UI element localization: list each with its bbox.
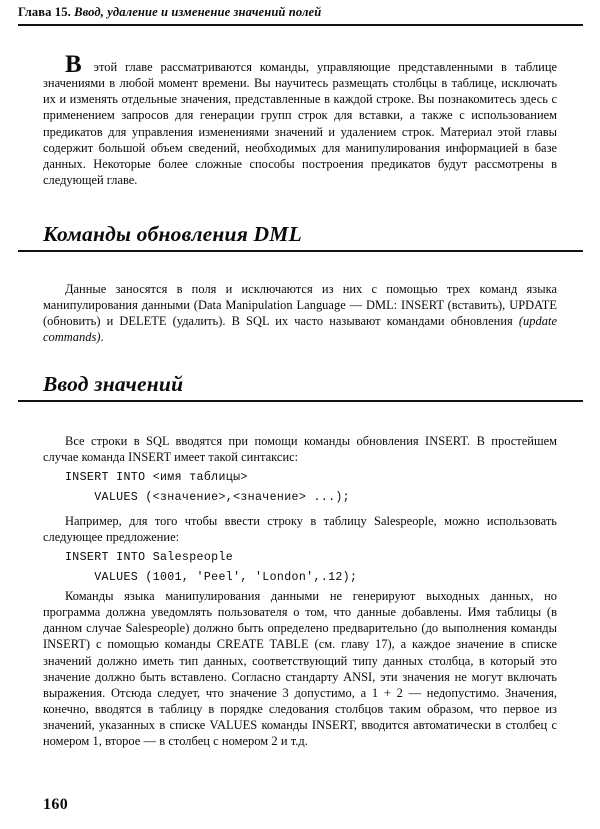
paragraph-dml-part2: . bbox=[100, 330, 104, 345]
section-title: Ввод значений bbox=[43, 372, 184, 396]
paragraph-insert-example-block bbox=[43, 513, 557, 545]
drop-cap-letter: В bbox=[65, 51, 82, 78]
page-number: 160 bbox=[43, 796, 69, 813]
section-title: Команды обновления DML bbox=[43, 222, 302, 246]
intro-paragraph-text: этой главе рассматриваются команды, управляющие представленными в таблице значениями в любой момент времени. Вы научитесь размещать столбцы в таблице, исключать их и изменять отдельные значения, представленные в каждой строке. Вы познакомитесь здесь с применением запросов для генерации групп строк для вставки, а также с использованием предикатов для управления изменениями значений и удалением строк. Материал этой главы содержит большой объем сведений, необходимых для манипулирования информацией в базе данных. Некоторые более сложные способы построения предикатов будут рассмотрены в следующей главе. bbox=[43, 60, 557, 188]
paragraph-dml-italic: (update commands) bbox=[43, 314, 557, 345]
paragraph-dml-commands bbox=[43, 281, 557, 346]
section-dml-body bbox=[43, 281, 557, 346]
code-line-insert-into-generic: INSERT INTO <имя таблицы> bbox=[65, 471, 248, 484]
code-line-insert-into-salespeople: INSERT INTO Salespeople bbox=[65, 551, 234, 564]
code-line-values-generic: VALUES (<значение>,<значение> ...); bbox=[65, 490, 350, 504]
section-heading-insert-values bbox=[43, 372, 583, 397]
section-rule bbox=[18, 250, 583, 252]
code-block-insert-syntax bbox=[65, 468, 557, 507]
paragraph-dml-notes: Команды языка манипулирования данными не генерируют выходных данных, но программа должна уведомлять пользователя о том, что данные добавлены. Имя таблицы (в данном случае Salespeople) должно быть определено предварительно (до выполнения команды INSERT) с помощью команды CREATE TABLE (см. главу 17), а каждое значение в списке значений должно иметь тип данных, соответствующий типу данных столбца, в который это значение должно быть вставлено. Согласно стандарту ANSI, эти значения не могут включать выражения. Отсюда следует, что значение 3 допустимо, а 1 + 2 — недопустимо. Значения, конечно, вводятся в таблицу в порядке следования столбцов таким образом, что первое из значений, указанных в списке VALUES команды INSERT, вводится автоматически в столбец с номером 1, второе — в столбец с номером 2 и т.д. bbox=[43, 589, 557, 749]
section-heading-dml bbox=[43, 222, 583, 247]
running-head bbox=[18, 5, 583, 20]
paragraph-insert-example: Например, для того чтобы ввести строку в таблицу Salespeople, можно использовать следующее предложение: bbox=[43, 514, 557, 545]
intro-paragraph-block bbox=[43, 51, 557, 188]
code-line-values-salespeople: VALUES (1001, 'Peel', 'London',.12); bbox=[65, 570, 358, 584]
paragraph-dml-notes-block bbox=[43, 588, 557, 750]
code-block-insert-example bbox=[65, 548, 557, 587]
paragraph-dml-part1: Данные заносятся в поля и исключаются из них с помощью трех команд языка манипулирования данными (Data Manipulation Language — DML: INSERT (вставить), UPDATE (обновить) и DELETE (удалить). В SQL их часто называют командами обновления bbox=[43, 282, 557, 329]
chapter-title: Ввод, удаление и изменение значений полей bbox=[74, 5, 322, 19]
section-rule bbox=[18, 400, 583, 402]
chapter-number: Глава 15. bbox=[18, 5, 71, 19]
paragraph-insert-syntax: Все строки в SQL вводятся при помощи команды обновления INSERT. В простейшем случае команда INSERT имеет такой синтаксис: bbox=[43, 434, 557, 465]
paragraph-insert-syntax-block bbox=[43, 433, 557, 465]
intro-paragraph bbox=[43, 51, 557, 188]
header-rule bbox=[18, 24, 583, 26]
